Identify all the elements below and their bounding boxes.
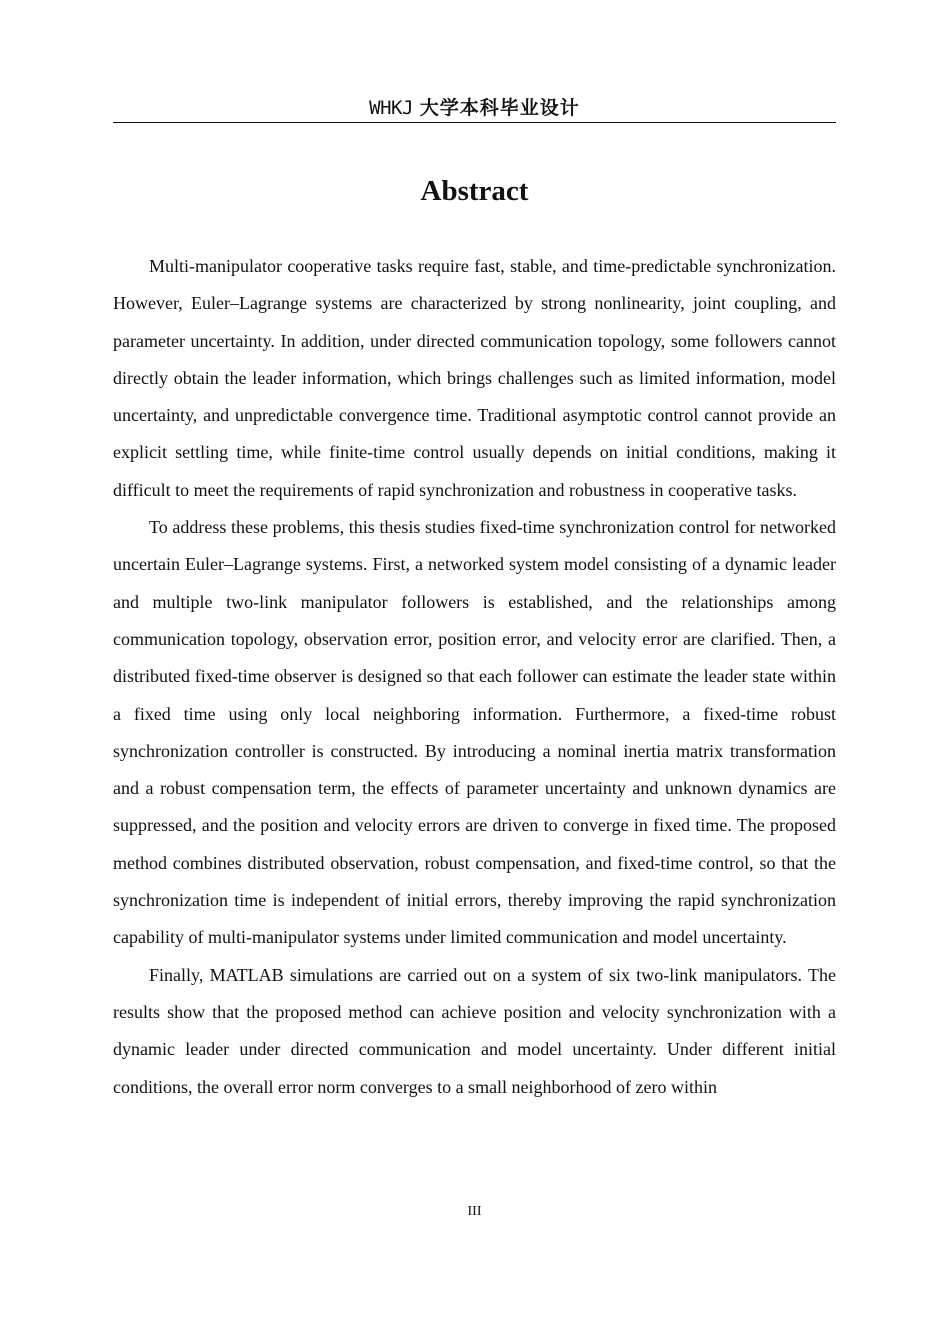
abstract-paragraph-1: Multi-manipulator cooperative tasks require fast, stable, and time-predictable synchronization. However, Euler–Lagrange systems are characterized by strong nonlinearity, joint coupling, and parameter uncertainty. In addition, under directed communication topology, some followers cannot directly obtain the leader information, which brings challenges such as limited information, model uncertainty, and unpredictable convergence time. Traditional asymptotic control cannot provide an explicit settling time, while finite-time control usually depends on initial conditions, making it difficult to meet the requirements of rapid synchronization and robustness in cooperative tasks. [113,256,836,500]
running-header [113,94,836,123]
page-number: III [467,1204,482,1219]
abstract-paragraph-3: Finally, MATLAB simulations are carried out on a system of six two-link manipulators. The results show that the proposed method can achieve position and velocity synchronization with a dynamic leader under directed communication and model uncertainty. Under different initial conditions, the overall error norm converges to a small neighborhood of zero within [113,964,836,1097]
abstract-body [113,248,836,1178]
header-latin-text: WHKJ [369,97,413,119]
header-cjk-text: 大学本科毕业设计 [419,97,580,119]
abstract-paragraph-2: To address these problems, this thesis studies fixed-time synchronization control for networked uncertain Euler–Lagrange systems. First, a networked system model consisting of a dynamic leader and multiple two-link manipulator followers is established, and the relationships among communication topology, observation error, position error, and velocity error are clarified. Then, a distributed fixed-time observer is designed so that each follower can estimate the leader state within a fixed time using only local neighboring information. Furthermore, a fixed-time robust synchronization controller is constructed. By introducing a nominal inertia matrix transformation and a robust compensation term, the effects of parameter uncertainty and unknown dynamics are suppressed, and the position and velocity errors are driven to converge in fixed time. The proposed method combines distributed observation, robust compensation, and fixed-time control, so that the synchronization time is independent of initial errors, thereby improving the rapid synchronization capability of multi-manipulator systems under limited communication and model uncertainty. [113,517,836,948]
page-title: Abstract [420,175,529,207]
